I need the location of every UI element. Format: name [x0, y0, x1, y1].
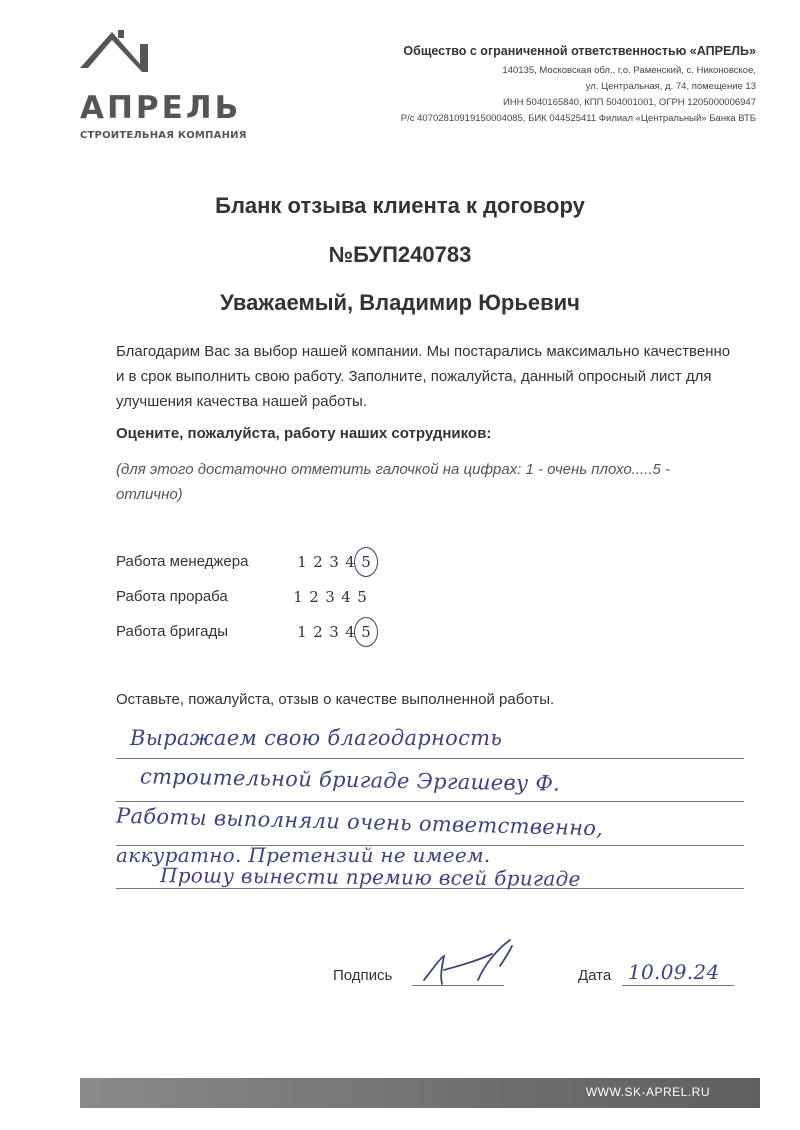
house-roof-icon [78, 26, 168, 86]
date-label: Дата [578, 967, 612, 984]
company-address-1: 140135, Московская обл., г.о. Раменский, с. Никоновское, [502, 65, 756, 76]
rating-option[interactable]: 1 [293, 588, 303, 606]
rating-label: Работа менеджера [116, 553, 249, 570]
company-requisites [401, 44, 756, 127]
logo-wordmark: АПРЕЛЬ [80, 90, 242, 126]
rating-scale [294, 553, 374, 571]
rating-option-selected[interactable]: 5 [358, 623, 374, 641]
date-line [622, 985, 734, 986]
handwritten-line-5: Прошу вынести премию всей бригаде [159, 863, 581, 891]
rating-option[interactable]: 2 [313, 623, 323, 641]
signature-label: Подпись [333, 967, 393, 984]
rating-option[interactable]: 4 [345, 553, 355, 571]
rating-label: Работа бригады [116, 623, 228, 640]
handwritten-line-3: Работы выполняли очень ответственно, [115, 803, 604, 841]
form-title: Бланк отзыва клиента к договору [215, 193, 585, 218]
feedback-line [116, 801, 744, 802]
rating-option[interactable]: 1 [297, 553, 307, 571]
rating-option-selected[interactable]: 5 [358, 553, 374, 571]
rating-scale [294, 623, 374, 641]
rating-option[interactable]: 2 [313, 553, 323, 571]
rating-heading: Оцените, пожалуйста, работу наших сотрудников: [116, 425, 492, 442]
feedback-line [116, 758, 744, 759]
footer-bar [80, 1078, 760, 1108]
contract-number: №БУП240783 [328, 242, 472, 267]
handwritten-signature [418, 936, 518, 988]
rating-scale [290, 588, 370, 606]
greeting: Уважаемый, Владимир Юрьевич [220, 290, 580, 315]
company-logo [78, 26, 278, 141]
rating-hint: (для этого достаточно отметить галочкой на цифрах: 1 - очень плохо.....5 - отлично) [116, 461, 671, 503]
rating-option[interactable]: 3 [325, 588, 335, 606]
feedback-heading: Оставьте, пожалуйста, отзыв о качестве выполненной работы. [116, 691, 555, 708]
company-name: Общество с ограниченной ответственностью «АПРЕЛЬ» [403, 44, 756, 58]
logo-tagline: СТРОИТЕЛЬНАЯ КОМПАНИЯ [80, 130, 247, 141]
rating-label: Работа прораба [116, 588, 228, 605]
rating-option[interactable]: 3 [329, 553, 339, 571]
handwritten-line-1: Выражаем свою благодарность [130, 726, 503, 750]
rating-option[interactable]: 2 [309, 588, 319, 606]
handwritten-line-4: аккуратно. Претензий не имеем. [116, 843, 491, 867]
rating-option[interactable]: 5 [357, 588, 367, 606]
website-link[interactable]: WWW.SK-APREL.RU [585, 1085, 710, 1099]
rating-option[interactable]: 4 [345, 623, 355, 641]
handwritten-date: 10.09.24 [628, 960, 720, 984]
company-bank: Р/с 40702810919150004085, БИК 044525411 Филиал «Центральный» Банка ВТБ [400, 113, 756, 124]
company-tax-ids: ИНН 5040165840, КПП 504001001, ОГРН 1205000006947 [502, 97, 756, 108]
rating-option[interactable]: 1 [297, 623, 307, 641]
handwritten-line-2: строительной бригаде Эргашеву Ф. [139, 764, 561, 796]
intro-text: Благодарим Вас за выбор нашей компании. Мы постарались максимально качественно и в срок выполнить свою работу. Заполните, пожалуйста, данный опросный лист для улучшения качества нашей работы. [116, 343, 731, 410]
company-address-2: ул. Центральная, д. 74, помещение 13 [585, 81, 756, 92]
rating-option[interactable]: 3 [329, 623, 339, 641]
rating-option[interactable]: 4 [341, 588, 351, 606]
